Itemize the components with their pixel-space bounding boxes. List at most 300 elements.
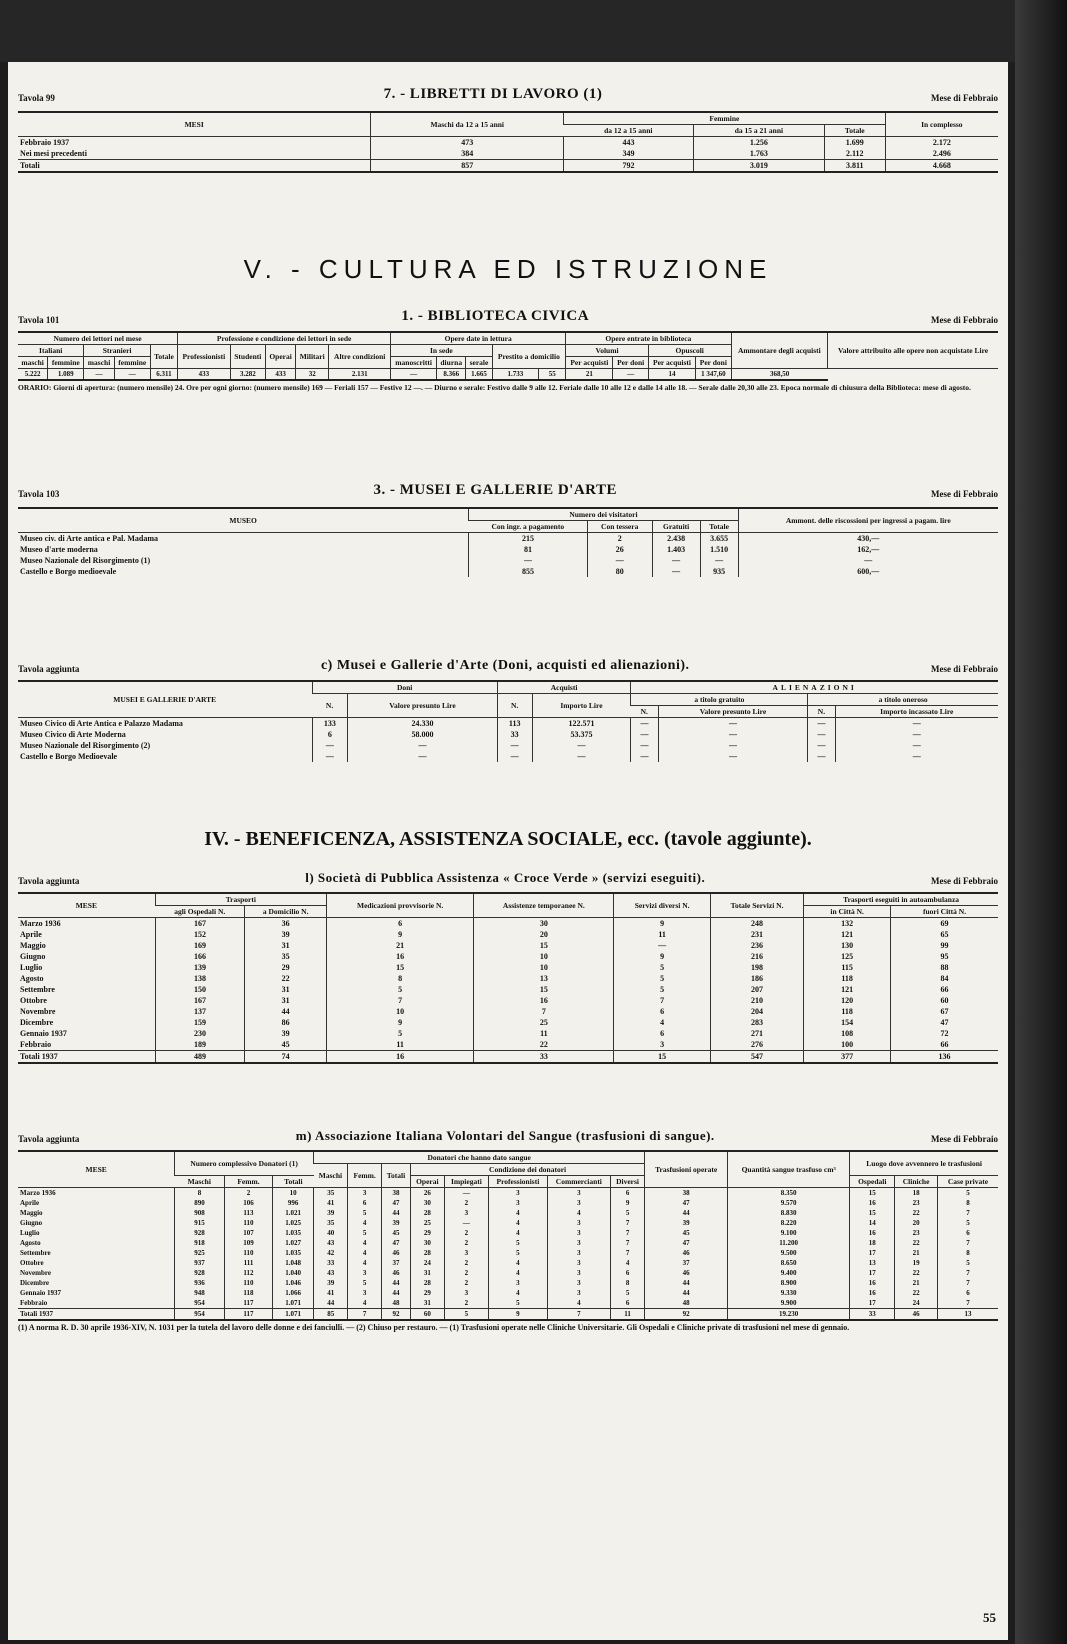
table-row (18, 740, 998, 751)
col-citta: in Città N. (804, 906, 891, 918)
cell: 3 (547, 1248, 610, 1258)
cell: 6 (610, 1188, 644, 1199)
cell: 4 (488, 1268, 547, 1278)
cell: 19.230 (728, 1309, 850, 1321)
cell: 918 (175, 1238, 224, 1248)
col-opuscoli: Opuscoli (648, 345, 731, 357)
table-row (18, 962, 998, 973)
cell: 7 (937, 1238, 998, 1248)
cell: 31 (245, 940, 327, 951)
cell: 65 (891, 929, 998, 940)
col-perdoni: Per doni (613, 357, 648, 369)
cell: 1.048 (273, 1258, 314, 1268)
table-row (18, 929, 998, 940)
musei-section (18, 482, 998, 577)
cell: 18 (850, 1238, 895, 1248)
cell: 44 (645, 1278, 728, 1288)
cell: 3 (444, 1208, 488, 1218)
row-label: Settembre (20, 985, 55, 994)
cell: 948 (175, 1288, 224, 1298)
cell: 150 (155, 984, 245, 995)
cell: 7 (937, 1268, 998, 1278)
cell: 5 (937, 1258, 998, 1268)
period-label: Mese di Febbraio (931, 315, 998, 325)
cell: 6 (614, 1028, 710, 1039)
col-femm: Femm. (224, 1176, 272, 1188)
cell: 3.811 (824, 160, 885, 173)
cell: 4 (488, 1228, 547, 1238)
cell: 167 (155, 918, 245, 930)
cell: 5 (610, 1208, 644, 1218)
cell: 198 (710, 962, 803, 973)
cell: 120 (804, 995, 891, 1006)
row-label: Dicembre (20, 1018, 54, 1027)
cell: 38 (381, 1188, 410, 1199)
cell: 9.500 (728, 1248, 850, 1258)
cell: 3 (547, 1288, 610, 1298)
cell: 29 (410, 1228, 444, 1238)
cell: 22 (895, 1238, 938, 1248)
cell: 130 (804, 940, 891, 951)
cell: 1.699 (824, 137, 885, 149)
cell: 1.025 (273, 1218, 314, 1228)
cell: 45 (381, 1228, 410, 1238)
cell: 7 (474, 1006, 614, 1017)
col-peracquisti: Per acquisti (648, 357, 695, 369)
cell: 37 (645, 1258, 728, 1268)
cell: 9.100 (728, 1228, 850, 1238)
table-row (18, 1268, 998, 1278)
cell: 22 (895, 1208, 938, 1218)
table-row (18, 369, 998, 381)
cell: 1.256 (693, 137, 824, 149)
table-row (18, 940, 998, 951)
cell: 41 (314, 1198, 348, 1208)
cell: 4 (488, 1288, 547, 1298)
col-commercianti: Commercianti (547, 1176, 610, 1188)
table-row (18, 533, 998, 545)
cell: 349 (564, 148, 694, 160)
sangue-section (18, 1128, 998, 1333)
cell: 3 (547, 1258, 610, 1268)
row-label: Luglio (20, 1229, 40, 1237)
col-numero: Numero dei visitatori (469, 508, 738, 521)
cell: 3.655 (700, 533, 738, 545)
period-label: Mese di Febbraio (930, 93, 998, 103)
col-doni: Doni (312, 681, 497, 694)
cell: 23 (895, 1198, 938, 1208)
table-row (18, 984, 998, 995)
cell: 113 (497, 718, 532, 730)
cell: 5 (488, 1298, 547, 1309)
col-entrate: Opere entrate in biblioteca (566, 332, 731, 345)
cell: 169 (155, 940, 245, 951)
cell: — (658, 740, 808, 751)
cell: 44 (645, 1288, 728, 1298)
row-label: Museo Civico di Arte Moderna (20, 730, 126, 739)
col-maschi: Maschi (314, 1164, 348, 1188)
libretti-body (18, 137, 998, 173)
cell: 6 (312, 729, 348, 740)
cell: 92 (645, 1309, 728, 1321)
col-oneroso: a titolo oneroso (808, 694, 998, 706)
cell: 72 (891, 1028, 998, 1039)
cell: 16 (850, 1228, 895, 1238)
cell: 1 347,60 (696, 369, 731, 381)
col-totali: Totali (381, 1164, 410, 1188)
cell: 935 (700, 566, 738, 577)
cell: — (614, 940, 710, 951)
tavola-label: Tavola aggiunta (18, 664, 80, 674)
cell: 81 (469, 544, 587, 555)
tavola-label: Tavola 103 (18, 489, 60, 499)
cell: 600,— (738, 566, 998, 577)
cell: 11 (610, 1309, 644, 1321)
cell: 1.071 (273, 1309, 314, 1321)
cell: 41 (314, 1288, 348, 1298)
cell: 58.000 (348, 729, 498, 740)
col-lettori: Numero dei lettori nel mese (18, 332, 178, 345)
cell: 162,— (738, 544, 998, 555)
row-label: Museo Nazionale del Risorgimento (1) (20, 556, 151, 565)
musei-body (18, 533, 998, 578)
cell: 9.330 (728, 1288, 850, 1298)
col-peracquisti: Per acquisti (566, 357, 613, 369)
croce-section (18, 870, 998, 1064)
cell: 2 (444, 1198, 488, 1208)
cell: 5 (937, 1188, 998, 1199)
cell: 231 (710, 929, 803, 940)
total-row (18, 1309, 998, 1321)
cell: 1.763 (693, 148, 824, 160)
cell: 110 (224, 1218, 272, 1228)
cell: 45 (645, 1228, 728, 1238)
row-label: Museo d'arte moderna (20, 545, 98, 554)
cell: 166 (155, 951, 245, 962)
col-alienazioni: ALIENAZIONI (631, 681, 998, 694)
cell: 74 (245, 1051, 327, 1064)
col-assistenze: Assistenze temporanee N. (474, 893, 614, 918)
cell: 3 (348, 1188, 382, 1199)
cell: 5 (614, 962, 710, 973)
table-row (18, 973, 998, 984)
cell: 33 (497, 729, 532, 740)
cell: 6 (610, 1298, 644, 1309)
cell: 35 (314, 1188, 348, 1199)
cell: 39 (245, 929, 327, 940)
cell: 85 (314, 1309, 348, 1321)
total-row (18, 1051, 998, 1064)
cell: 84 (891, 973, 998, 984)
cell: 6.311 (150, 369, 177, 381)
col-ospedali: agli Ospedali N. (155, 906, 245, 918)
table-row (18, 566, 998, 577)
col-numero: Numero complessivo Donatori (1) (175, 1151, 314, 1176)
cell: 25 (474, 1017, 614, 1028)
scan-right-border (1015, 0, 1067, 1644)
cell: 937 (175, 1258, 224, 1268)
col-complesso: In complesso (885, 112, 998, 137)
cell: 1.403 (652, 544, 700, 555)
cell: 5.222 (18, 369, 48, 381)
table-row (18, 1288, 998, 1298)
cell: 8 (175, 1188, 224, 1199)
cell: — (312, 751, 348, 762)
cell: 30 (410, 1238, 444, 1248)
cell: 954 (175, 1298, 224, 1309)
cell: 5 (326, 1028, 473, 1039)
cell: 1.066 (273, 1288, 314, 1298)
cell: 47 (645, 1238, 728, 1248)
table-row (18, 1039, 998, 1051)
cell: 6 (610, 1268, 644, 1278)
cell: 19 (895, 1258, 938, 1268)
col-importo-incassato: Importo incassato Lire (835, 706, 998, 718)
col-gratuiti: Gratuiti (652, 521, 700, 533)
cell: 4 (488, 1208, 547, 1218)
cell: 46 (895, 1309, 938, 1321)
croce-table (18, 892, 998, 1064)
cell: 39 (314, 1208, 348, 1218)
cell: — (348, 751, 498, 762)
cell: 17 (850, 1298, 895, 1309)
col-totale: Totale (150, 345, 177, 369)
cell: 21 (566, 369, 613, 381)
libretti-section (18, 86, 998, 173)
row-label: Maggio (20, 1209, 43, 1217)
cell: 31 (245, 984, 327, 995)
cell: 31 (410, 1268, 444, 1278)
col-altre: Altre condizioni (329, 345, 391, 369)
table-row (18, 555, 998, 566)
cell: 3 (547, 1198, 610, 1208)
col-diurna: diurna (437, 357, 466, 369)
period-label: Mese di Febbraio (930, 489, 998, 499)
row-label: Castello e Borgo Medioevale (20, 752, 118, 761)
col-maschi: Maschi (175, 1176, 224, 1188)
cell: 8.900 (728, 1278, 850, 1288)
cell: — (808, 740, 835, 751)
cell: 66 (891, 984, 998, 995)
cell: 9 (614, 918, 710, 930)
cell: 13 (937, 1309, 998, 1321)
cell: 15 (474, 940, 614, 951)
cell: 4 (348, 1218, 382, 1228)
cell: — (652, 566, 700, 577)
biblioteca-table (18, 331, 998, 381)
col-professionisti: Professionisti (488, 1176, 547, 1188)
col-femmine: femmine (114, 357, 150, 369)
cell: 26 (410, 1188, 444, 1199)
col-trasfusioni: Trasfusioni operate (645, 1151, 728, 1188)
cell: 5 (610, 1288, 644, 1298)
table-row (18, 951, 998, 962)
musei-table (18, 507, 998, 577)
cell: 14 (648, 369, 695, 381)
cell: 53.375 (532, 729, 631, 740)
cell: 2.496 (885, 148, 998, 160)
cell: 28 (410, 1248, 444, 1258)
cell: 792 (564, 160, 694, 173)
col-musei: MUSEI E GALLERIE D'ARTE (18, 681, 312, 718)
cell: 4 (488, 1258, 547, 1268)
cell: 7 (610, 1238, 644, 1248)
cell: 15 (614, 1051, 710, 1064)
table-title: m) Associazione Italiana Volontari del Sangue (trasfusioni di sangue). (295, 1128, 715, 1143)
cell: 3 (488, 1188, 547, 1199)
cell: 1.071 (273, 1298, 314, 1309)
cell: 60 (891, 995, 998, 1006)
col-cliniche: Cliniche (895, 1176, 938, 1188)
cell: 4 (348, 1238, 382, 1248)
cell: — (114, 369, 150, 381)
row-label: Agosto (20, 974, 44, 983)
cell: 1.089 (48, 369, 84, 381)
cell: 9 (614, 951, 710, 962)
cell: 3 (547, 1268, 610, 1278)
cell: 11.200 (728, 1238, 850, 1248)
cell: 22 (895, 1288, 938, 1298)
cell: 9 (488, 1309, 547, 1321)
libretti-table (18, 111, 998, 173)
cell: 31 (245, 995, 327, 1006)
col-diversi: Diversi (610, 1176, 644, 1188)
cell: 46 (381, 1248, 410, 1258)
cell: 3 (488, 1198, 547, 1208)
cell: 55 (539, 369, 566, 381)
period-label: Mese di Febbraio (931, 664, 998, 674)
period-label: Mese di Febbraio (931, 876, 998, 886)
cell: 7 (937, 1208, 998, 1218)
page-number: 55 (983, 1610, 996, 1625)
table-title: l) Società di Pubblica Assistenza « Croce Verde » (servizi eseguiti). (305, 870, 706, 885)
sangue-table (18, 1150, 998, 1321)
cell: 152 (155, 929, 245, 940)
col-diversi: Servizi diversi N. (614, 893, 710, 918)
cell: 6 (937, 1228, 998, 1238)
col-f2: da 15 a 21 anni (693, 125, 824, 137)
cell: 2.172 (885, 137, 998, 149)
cell: 107 (224, 1228, 272, 1238)
cell: — (613, 369, 648, 381)
cell: 13 (850, 1258, 895, 1268)
cell: 936 (175, 1278, 224, 1288)
cell: 14 (850, 1218, 895, 1228)
scan-top-border (0, 0, 1067, 62)
cell: — (808, 718, 835, 730)
cell: 855 (469, 566, 587, 577)
cell: — (652, 555, 700, 566)
cell: 5 (614, 984, 710, 995)
cell: 47 (645, 1198, 728, 1208)
cell: 17 (850, 1248, 895, 1258)
cell: 430,— (738, 533, 998, 545)
row-label: Ottobre (20, 1259, 44, 1267)
cell: 118 (804, 1006, 891, 1017)
cell: 10 (273, 1188, 314, 1199)
row-label: Marzo 1936 (20, 919, 61, 928)
table-row (18, 1028, 998, 1039)
col-n: N. (631, 706, 658, 718)
col-femm: Femm. (348, 1164, 382, 1188)
cell: 118 (804, 973, 891, 984)
col-operai: Operai (265, 345, 295, 369)
cell: — (497, 751, 532, 762)
cell: 1.046 (273, 1278, 314, 1288)
table-row (18, 1198, 998, 1208)
cell: 1.040 (273, 1268, 314, 1278)
col-insede: In sede (391, 345, 492, 357)
row-label: Novembre (20, 1007, 56, 1016)
cell: — (391, 369, 437, 381)
cell: 106 (224, 1198, 272, 1208)
cell: 37 (381, 1258, 410, 1268)
table-title: c) Musei e Gallerie d'Arte (Doni, acquisti ed alienazioni). (320, 658, 690, 673)
cell: 4 (547, 1208, 610, 1218)
cell: 22 (895, 1268, 938, 1278)
cell: 30 (474, 918, 614, 930)
row-label: Giugno (20, 1219, 43, 1227)
cell: — (631, 740, 658, 751)
col-totale: Totale (824, 125, 885, 137)
cell: 117 (224, 1298, 272, 1309)
cell: 10 (474, 962, 614, 973)
cell: 7 (614, 995, 710, 1006)
cell: 15 (850, 1188, 895, 1199)
row-label: Gennaio 1937 (20, 1029, 67, 1038)
cell: — (532, 740, 631, 751)
cell: 857 (371, 160, 564, 173)
col-volumi: Volumi (566, 345, 649, 357)
cell: 39 (381, 1218, 410, 1228)
col-n: N. (808, 706, 835, 718)
col-studenti: Studenti (230, 345, 265, 369)
cell: 3 (444, 1288, 488, 1298)
cell: 29 (245, 962, 327, 973)
cell: 5 (348, 1208, 382, 1218)
cell: 16 (850, 1288, 895, 1298)
cell: 207 (710, 984, 803, 995)
table-title: 7. - LIBRETTI DI LAVORO (1) (383, 86, 603, 102)
cell: 7 (937, 1278, 998, 1288)
cell: 21 (895, 1248, 938, 1258)
cell: 100 (804, 1039, 891, 1051)
croce-body (18, 918, 998, 1064)
cell: 121 (804, 984, 891, 995)
cell: 216 (710, 951, 803, 962)
cell: 36 (245, 918, 327, 930)
row-label: Dicembre (20, 1279, 50, 1287)
cell: 283 (710, 1017, 803, 1028)
cell: 110 (224, 1248, 272, 1258)
cell: 46 (645, 1268, 728, 1278)
col-totale: Totale (700, 521, 738, 533)
col-trasporti: Trasporti (155, 893, 326, 906)
period-label: Mese di Febbraio (931, 1134, 998, 1144)
cell: 3 (348, 1268, 382, 1278)
cell: 2.131 (329, 369, 391, 381)
cell: — (631, 751, 658, 762)
cell: 30 (410, 1198, 444, 1208)
cell: 47 (891, 1017, 998, 1028)
cell: 45 (245, 1039, 327, 1051)
cell: 24 (895, 1298, 938, 1309)
cell: 35 (245, 951, 327, 962)
total-row (18, 160, 998, 173)
cell: 15 (326, 962, 473, 973)
cell: 47 (381, 1238, 410, 1248)
col-prestito: Prestito a domicilio (492, 345, 566, 369)
